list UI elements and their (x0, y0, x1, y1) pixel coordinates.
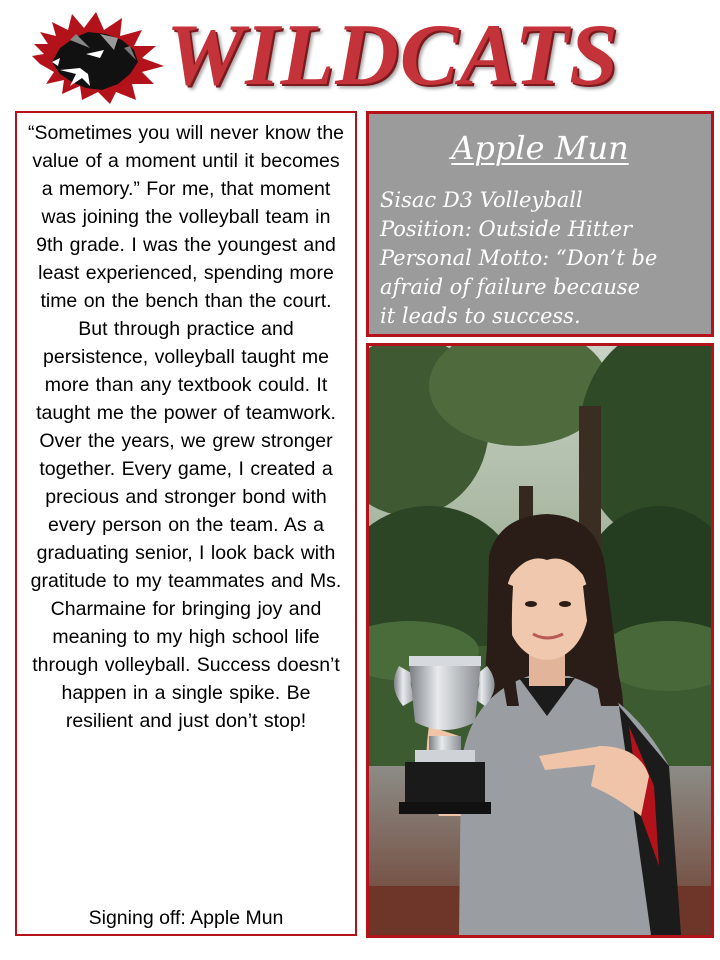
signoff-text: Signing off: Apple Mun (88, 907, 284, 929)
profile-line-motto-2: afraid of failure because (380, 275, 641, 299)
wildcat-logo-icon (30, 4, 168, 106)
story-text: “Sometimes you will never know the value of a moment until it becomes a memory.” For me, that moment was joining the volleyball team in 9th grade. I was the youngest and least experienced, spending more time on the bench than the court. But through practice and persistence, volleyball taught me more than any textbook could. It taught me the power of teamwork. Over the years, we grew stronger together. Every game, I created a precious and stronger bond with every person on the team. As a graduating senior, I look back with gratitude to my teammates and Ms. Charmaine for bringing joy and meaning to my high school life through volleyball. Success doesn’t happen in a single spike. Be resilient and just don’t stop! (27, 122, 345, 732)
page-header (0, 0, 720, 108)
profile-line-motto-1: Personal Motto: “Don’t be (380, 246, 658, 270)
page-title: WILDCATS (166, 7, 620, 104)
athlete-photo (366, 343, 714, 938)
profile-line-team: Sisac D3 Volleyball (380, 188, 583, 212)
athlete-photo-image (369, 346, 711, 935)
profile-panel (366, 111, 714, 337)
profile-line-motto-3: it leads to success. (380, 304, 581, 328)
profile-details (380, 186, 710, 331)
athlete-name: Apple Mun (451, 129, 629, 167)
story-panel (15, 111, 357, 936)
profile-line-position: Position: Outside Hitter (380, 217, 633, 241)
